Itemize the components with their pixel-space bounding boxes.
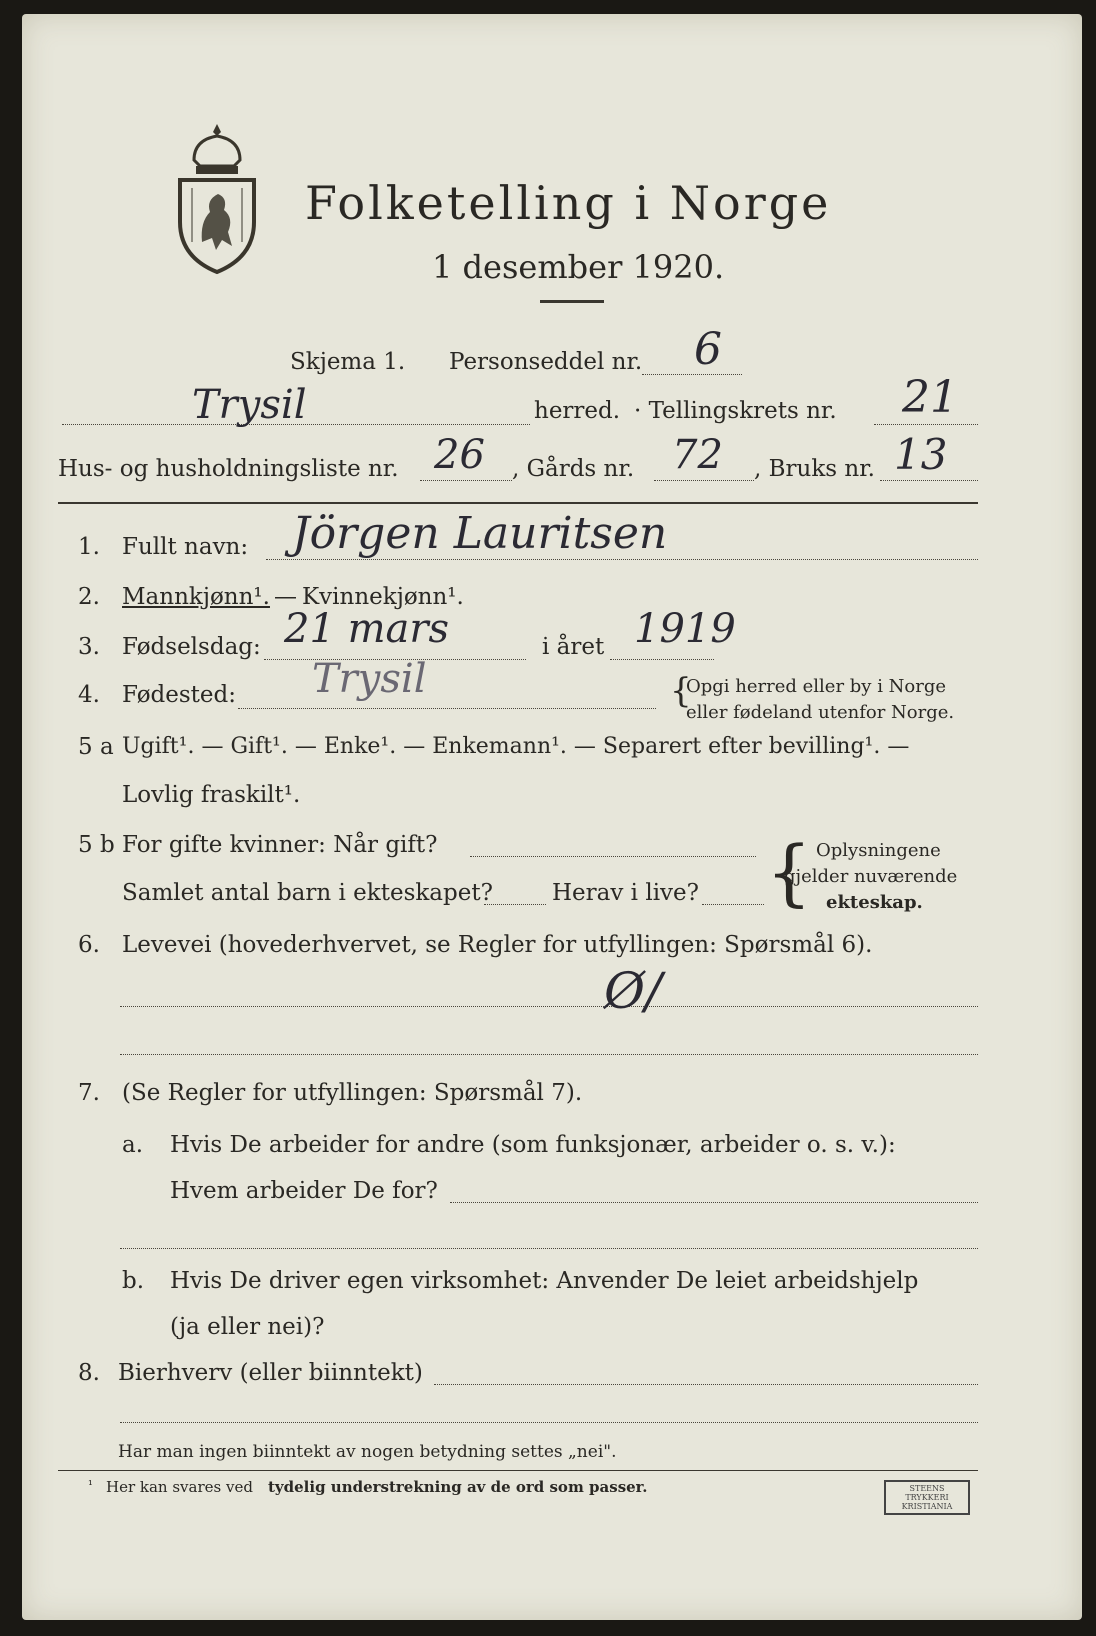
tellingskrets-line xyxy=(874,424,978,425)
bruks-value: 13 xyxy=(894,430,948,479)
stamp-line-2: KRISTIANIA xyxy=(901,1502,953,1511)
q8-label: Bierhverv (eller biinntekt) xyxy=(118,1360,423,1386)
tellingskrets-label: · Tellingskrets nr. xyxy=(634,398,837,424)
q2-male: Mannkjønn¹. xyxy=(122,584,270,610)
q5b-live-label: Herav i live? xyxy=(552,880,699,906)
q5b-brace: { xyxy=(766,830,812,914)
skjema-label: Skjema 1. xyxy=(290,349,406,375)
footnote-rule xyxy=(58,1470,978,1471)
q8-number: 8. xyxy=(78,1360,100,1386)
q1-value: Jörgen Lauritsen xyxy=(292,508,668,559)
q8-line-1 xyxy=(434,1384,978,1385)
q3-value: 21 mars xyxy=(284,606,450,652)
q5b-number: 5 b xyxy=(78,832,115,858)
stamp-line-1: STEENS TRYKKERI xyxy=(905,1484,949,1502)
q3-label: Fødselsdag: xyxy=(122,634,261,660)
q1-line xyxy=(266,559,978,560)
q4-note-2: eller fødeland utenfor Norge. xyxy=(686,702,955,723)
q7-label: (Se Regler for utfyllingen: Spørsmål 7). xyxy=(122,1080,583,1106)
q6-value: Ø/ xyxy=(604,962,662,1020)
q2-female: Kvinnekjønn¹. xyxy=(302,584,464,610)
husliste-label: Hus- og husholdningsliste nr. xyxy=(58,456,399,482)
husliste-line xyxy=(420,480,512,481)
q7b-text-2: (ja eller nei)? xyxy=(170,1314,325,1340)
footnote-bold: tydelig understrekning av de ord som passer. xyxy=(268,1478,648,1496)
q4-line xyxy=(238,708,656,709)
q8-line-2 xyxy=(120,1422,978,1423)
q5a-text: Ugift¹. — Gift¹. — Enke¹. — Enkemann¹. — Separert efter bevilling¹. — xyxy=(122,734,910,759)
gards-value: 72 xyxy=(672,432,723,478)
q5b-married-line xyxy=(470,856,756,857)
q6-line-1 xyxy=(120,1006,978,1007)
bruks-line xyxy=(880,480,978,481)
gards-label: , Gårds nr. xyxy=(512,456,635,482)
q5b-note-1: Oplysningene xyxy=(816,840,941,861)
q3-year-line xyxy=(610,659,714,660)
printer-stamp xyxy=(884,1480,970,1515)
q7a-text-2: Hvem arbeider De for? xyxy=(170,1178,438,1204)
nei-note: Har man ingen biinntekt av nogen betydning settes „nei". xyxy=(118,1442,617,1462)
herred-value: Trysil xyxy=(192,382,307,428)
q7a-line-1 xyxy=(450,1202,978,1203)
q4-brace: { xyxy=(670,671,692,711)
q6-line-2 xyxy=(120,1054,978,1055)
q5b-note-3: ekteskap. xyxy=(826,892,923,913)
page-title: Folketelling i Norge xyxy=(305,176,832,230)
q7b-text: Hvis De driver egen virksomhet: Anvender De leiet arbeidshjelp xyxy=(170,1268,919,1294)
personseddel-line xyxy=(642,374,742,375)
q4-value: Trysil xyxy=(312,656,427,702)
bruks-label: , Bruks nr. xyxy=(754,456,875,482)
q4-number: 4. xyxy=(78,682,100,708)
q5b-label-2: Samlet antal barn i ekteskapet? xyxy=(122,880,493,906)
coat-of-arms-icon xyxy=(172,122,262,277)
gards-line xyxy=(654,480,754,481)
q2-separator: — xyxy=(274,584,297,610)
footnote-text: Her kan svares ved xyxy=(106,1478,253,1496)
census-date: 1 desember 1920. xyxy=(432,248,725,286)
q6-label: Levevei (hovederhvervet, se Regler for utfyllingen: Spørsmål 6). xyxy=(122,932,873,958)
q5b-live-line xyxy=(702,904,764,905)
q4-note-1: Opgi herred eller by i Norge xyxy=(686,676,947,697)
footnote-number: ¹ xyxy=(88,1478,93,1492)
census-form xyxy=(22,14,1082,1620)
header-rule xyxy=(58,502,978,504)
personseddel-label: Personseddel nr. xyxy=(449,349,643,375)
q5b-note-2: gjelder nuværende xyxy=(784,866,958,887)
herred-label: herred. xyxy=(534,398,621,424)
personseddel-value: 6 xyxy=(694,324,722,375)
q6-number: 6. xyxy=(78,932,100,958)
title-divider xyxy=(540,300,604,303)
q5a-text-2: Lovlig fraskilt¹. xyxy=(122,782,301,808)
q4-label: Fødested: xyxy=(122,682,237,708)
q7a-line-2 xyxy=(120,1248,978,1249)
q3-year-label: i året xyxy=(542,634,605,660)
q3-number: 3. xyxy=(78,634,100,660)
q7a-text: Hvis De arbeider for andre (som funksjonær, arbeider o. s. v.): xyxy=(170,1132,896,1158)
q7a-letter: a. xyxy=(122,1132,144,1158)
q5b-label: For gifte kvinner: Når gift? xyxy=(122,832,438,858)
q3-year-value: 1919 xyxy=(634,606,736,652)
q1-number: 1. xyxy=(78,534,100,560)
tellingskrets-value: 21 xyxy=(902,372,958,423)
husliste-value: 26 xyxy=(434,432,485,478)
q5b-children-line xyxy=(484,904,546,905)
q7-number: 7. xyxy=(78,1080,100,1106)
q5a-number: 5 a xyxy=(78,734,114,760)
q1-label: Fullt navn: xyxy=(122,534,249,560)
q2-number: 2. xyxy=(78,584,100,610)
q7b-letter: b. xyxy=(122,1268,145,1294)
